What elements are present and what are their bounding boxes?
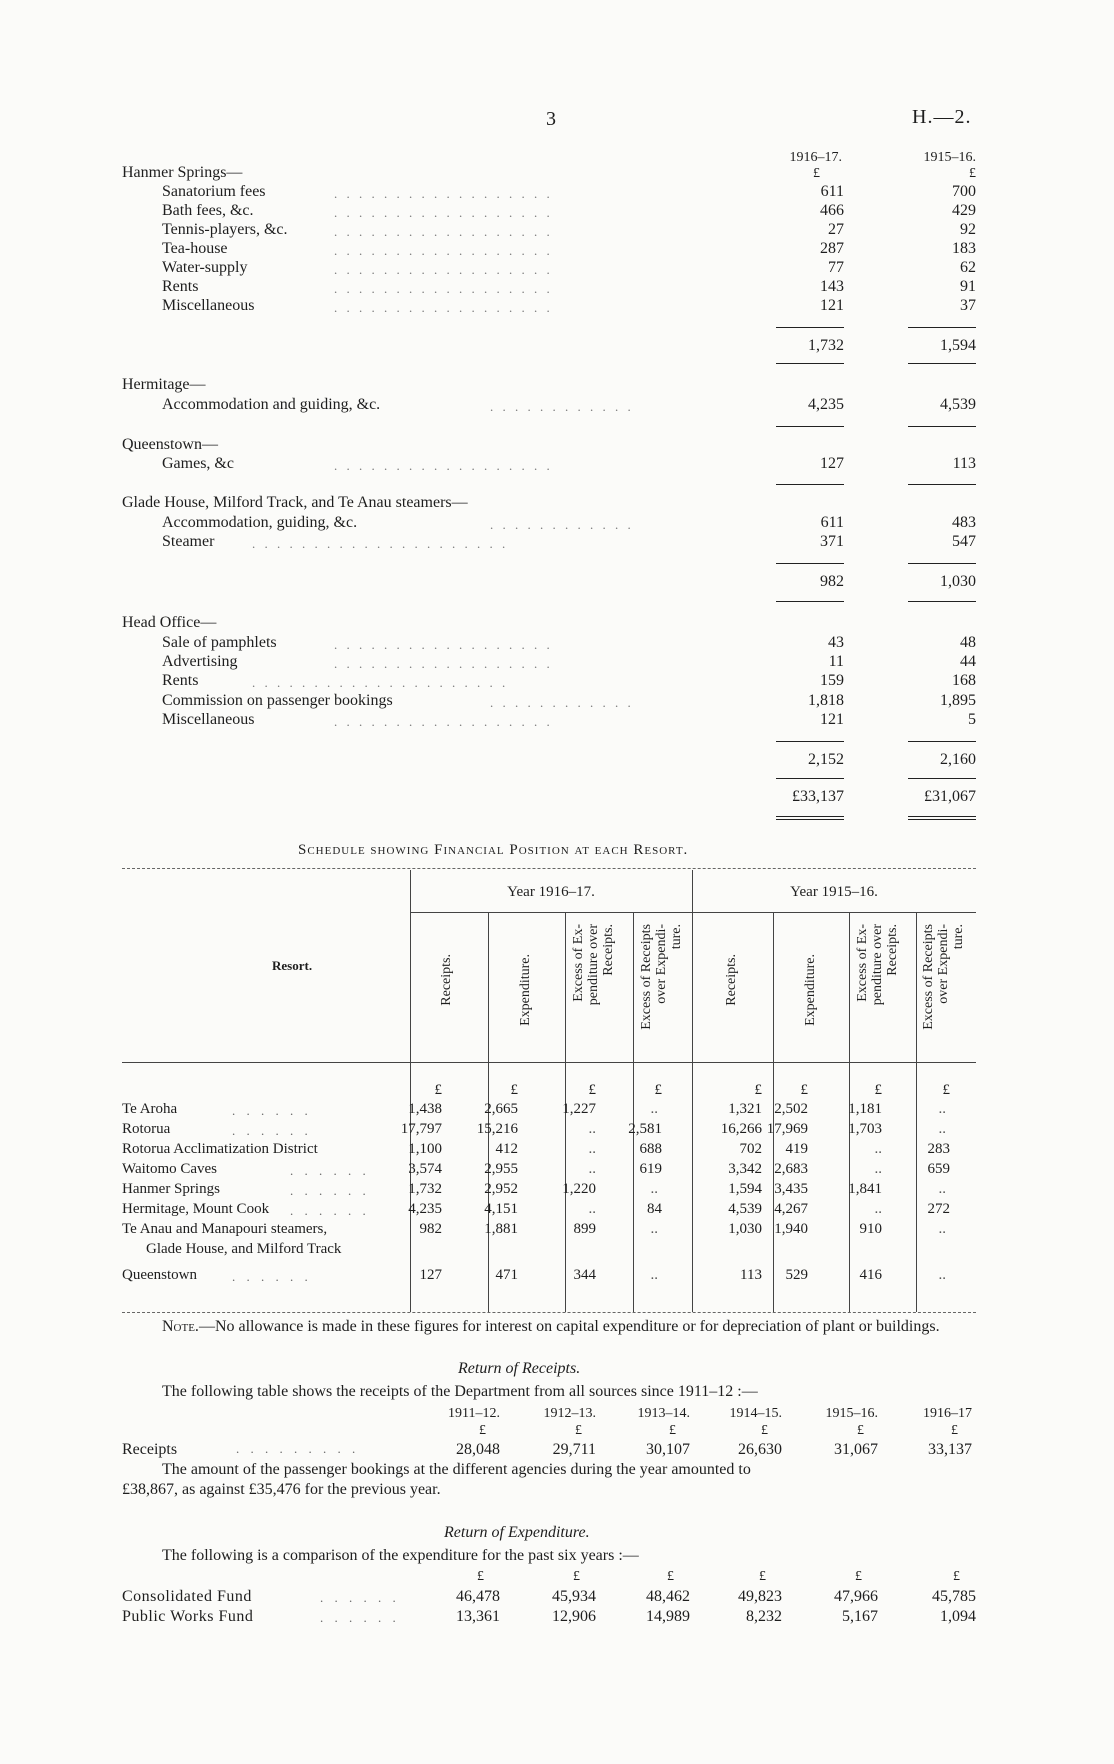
value-a: 143	[820, 278, 844, 295]
resort-name: Waitomo Caves	[122, 1161, 218, 1177]
value-b: 429	[952, 202, 976, 219]
value-a: 127	[820, 455, 844, 472]
receipts-unit: £	[479, 1423, 486, 1438]
subtotal-rule	[908, 363, 976, 364]
list-item	[0, 711, 1114, 731]
table-cell: 1,438	[408, 1101, 442, 1117]
item-label: Advertising	[162, 653, 238, 670]
resort-name: Te Anau and Manapouri steamers,	[122, 1221, 328, 1237]
table-cell: ..	[650, 1221, 658, 1237]
value-a: 27	[828, 221, 844, 238]
leader-dots: . . . . . .	[290, 1163, 370, 1178]
value-a: 77	[828, 259, 844, 276]
receipts-value: 28,048	[456, 1441, 500, 1458]
table-cell: ..	[588, 1161, 596, 1177]
return-receipts-intro: The following table shows the receipts of the Department from all sources since 1911–12 :—	[162, 1383, 758, 1400]
table-cell: ..	[650, 1267, 658, 1283]
unit-cell: £	[942, 1082, 950, 1098]
table-cell: ..	[650, 1101, 658, 1117]
table-cell: 2,955	[484, 1161, 518, 1177]
value-a: 466	[820, 202, 844, 219]
resort-name: Rotorua	[122, 1121, 171, 1137]
return-expenditure-intro: The following is a comparison of the expenditure for the past six years :—	[162, 1547, 639, 1564]
bookings-text-2: £38,867, as against £35,476 for the previous year.	[122, 1481, 441, 1498]
expenditure-value: 47,966	[834, 1588, 878, 1605]
table-cell: 127	[419, 1267, 442, 1283]
table-cell: 2,952	[484, 1181, 518, 1197]
table-cell: 2,581	[628, 1121, 662, 1137]
list-item	[0, 202, 1114, 222]
item-label: Sale of pamphlets	[162, 634, 277, 651]
resort-name: Hanmer Springs	[122, 1181, 220, 1197]
table-cell: 659	[927, 1161, 950, 1177]
resort-name: Hermitage, Mount Cook	[122, 1201, 270, 1217]
table-cell: ..	[938, 1221, 946, 1237]
item-label: Bath fees, &c.	[162, 202, 254, 219]
table-cell: 910	[859, 1221, 882, 1237]
item-label: Games, &c	[162, 455, 234, 472]
unit-cell: £	[754, 1082, 762, 1098]
table-cell: 1,220	[562, 1181, 596, 1197]
value-a: 371	[820, 533, 844, 550]
value-b: 37	[960, 297, 976, 314]
resort-name: Rotorua Acclimatization District	[122, 1141, 318, 1157]
table-cell: 113	[740, 1267, 762, 1283]
table-cell: 1,181	[848, 1101, 882, 1117]
subtotal-rule	[776, 363, 844, 364]
receipts-unit: £	[761, 1423, 768, 1438]
subtotal-rule	[776, 563, 844, 564]
receipts-value: 31,067	[834, 1441, 878, 1458]
page-number: 3	[546, 108, 556, 130]
hanmer-total-row	[0, 337, 1114, 357]
table-cell: 1,841	[848, 1181, 882, 1197]
expenditure-row-label: Public Works Fund	[122, 1608, 254, 1625]
table-cell: 344	[573, 1267, 596, 1283]
receipts-year: 1915–16.	[825, 1406, 878, 1421]
expenditure-value: 5,167	[842, 1608, 878, 1625]
item-label: Tennis-players, &c.	[162, 221, 288, 238]
table-top-border	[122, 868, 976, 869]
list-item	[0, 514, 1114, 534]
table-cell: 1,881	[484, 1221, 518, 1237]
value-b: 91	[960, 278, 976, 295]
expenditure-value: 1,094	[940, 1608, 976, 1625]
list-item	[0, 653, 1114, 673]
table-cell: ..	[938, 1101, 946, 1117]
value-a: 4,235	[808, 396, 844, 413]
list-item	[0, 183, 1114, 203]
glade-heading-row	[0, 494, 1114, 514]
table-cell: 4,151	[484, 1201, 518, 1217]
head-office-heading-row	[0, 614, 1114, 634]
item-label: Rents	[162, 278, 199, 295]
value-b: 700	[952, 183, 976, 200]
table-divider	[916, 912, 917, 1312]
expenditure-value: 46,478	[456, 1588, 500, 1605]
list-item	[0, 278, 1114, 298]
year-a-header: Year 1916–17.	[507, 884, 595, 900]
table-cell: 2,502	[774, 1101, 808, 1117]
table-cell: ..	[650, 1181, 658, 1197]
item-label: Tea-house	[162, 240, 228, 257]
total-b: 2,160	[940, 751, 976, 768]
subtotal-rule	[908, 741, 976, 742]
value-b: 92	[960, 221, 976, 238]
table-cell: ..	[938, 1267, 946, 1283]
unit-cell: £	[874, 1082, 882, 1098]
title-word: at	[574, 842, 590, 858]
table-cell: 3,435	[774, 1181, 808, 1197]
value-a: 611	[820, 183, 844, 200]
column-year-a: 1916–17.	[789, 150, 842, 165]
column-year-b: 1915–16.	[923, 150, 976, 165]
receipts-year: 1916–17	[923, 1406, 972, 1421]
col-excess-rec-b: Excess of Receipts over Expendi- ture.	[921, 924, 966, 1030]
resort-name: Queenstown	[122, 1267, 197, 1283]
hanmer-heading: Hanmer Springs—	[122, 164, 243, 181]
expenditure-unit: £	[855, 1569, 862, 1584]
receipts-row-label: Receipts	[122, 1441, 178, 1458]
subtotal-rule	[776, 601, 844, 602]
expenditure-value: 45,934	[552, 1588, 596, 1605]
value-b: 44	[960, 653, 976, 670]
table-cell: 2,683	[774, 1161, 808, 1177]
item-label: Commission on passenger bookings	[162, 692, 393, 709]
table-cell: 17,797	[400, 1121, 442, 1137]
item-label: Water-supply	[162, 259, 248, 276]
table-cell: ..	[588, 1141, 596, 1157]
table-cell: 1,321	[728, 1101, 762, 1117]
unit-cell: £	[510, 1082, 518, 1098]
table-cell: 2,665	[484, 1101, 518, 1117]
table-cell: 416	[859, 1267, 882, 1283]
receipts-unit: £	[857, 1423, 864, 1438]
list-item	[0, 396, 1114, 416]
title-word: Schedule	[298, 842, 366, 858]
list-item	[0, 455, 1114, 475]
expenditure-value: 12,906	[552, 1608, 596, 1625]
table-cell: 272	[927, 1201, 950, 1217]
col-expenditure-b: Expenditure.	[803, 954, 818, 1026]
leader-dots: . . . . . .	[232, 1103, 312, 1118]
table-cell: 619	[639, 1161, 662, 1177]
receipts-unit: £	[669, 1423, 676, 1438]
table-cell: 412	[495, 1141, 518, 1157]
subtotal-rule	[908, 484, 976, 485]
subtotal-rule	[776, 778, 844, 779]
subtotal-rule	[908, 563, 976, 564]
value-a: 287	[820, 240, 844, 257]
value-a: 11	[828, 653, 844, 670]
list-item	[0, 672, 1114, 692]
leader-dots: . . . . . .	[320, 1590, 400, 1605]
year-b-header: Year 1915–16.	[790, 884, 878, 900]
leader-dots: . . . . . . . . . . . . . . . . . .	[334, 243, 553, 258]
value-a: 121	[820, 711, 844, 728]
item-label: Miscellaneous	[162, 711, 255, 728]
receipts-unit: £	[575, 1423, 582, 1438]
list-item	[0, 692, 1114, 712]
total-a: 982	[820, 573, 844, 590]
head-office-total-row	[0, 751, 1114, 771]
grand-total-row	[0, 788, 1114, 808]
title-word: each	[594, 842, 629, 858]
hermitage-heading-row	[0, 376, 1114, 396]
expenditure-value: 45,785	[932, 1588, 976, 1605]
value-b: 62	[960, 259, 976, 276]
item-label: Accommodation, guiding, &c.	[162, 514, 358, 531]
subtotal-rule	[776, 426, 844, 427]
table-cell: 17,969	[766, 1121, 808, 1137]
table-cell: 688	[639, 1141, 662, 1157]
item-label: Steamer	[162, 533, 215, 550]
note-text: —No allowance is made in these figures for interest on capital expenditure or for depreciation of plant or buildings.	[198, 1318, 940, 1335]
glade-heading: Glade House, Milford Track, and Te Anau steamers—	[122, 494, 468, 511]
unit-cell: £	[654, 1082, 662, 1098]
table-cell: ..	[588, 1201, 596, 1217]
table-cell: 982	[419, 1221, 442, 1237]
leader-dots: . . . . . . . . . . . . . . . . . .	[334, 714, 553, 729]
leader-dots: . . . . . . . . . . . .	[490, 695, 634, 710]
leader-dots: . . . . . . . . . . . . . . . . . .	[334, 205, 553, 220]
table-divider	[692, 870, 693, 1312]
value-b: 4,539	[940, 396, 976, 413]
value-b: 168	[952, 672, 976, 689]
return-expenditure-title: Return of Expenditure.	[444, 1524, 590, 1541]
table-cell: 899	[573, 1221, 596, 1237]
return-receipts-title: Return of Receipts.	[458, 1360, 581, 1377]
table-cell: 84	[647, 1201, 662, 1217]
note-line-1	[162, 1316, 976, 1337]
total-b: 1,030	[940, 573, 976, 590]
resort-name: Te Aroha	[122, 1101, 178, 1117]
receipts-year: 1914–15.	[729, 1406, 782, 1421]
leader-dots: . . . . . . . . .	[236, 1441, 360, 1456]
list-item	[0, 634, 1114, 654]
leader-dots: . . . . . .	[320, 1610, 400, 1625]
col-excess-exp-b: Excess of Ex- penditure over Receipts.	[855, 924, 900, 1006]
leader-dots: . . . . . . . . . . . .	[490, 399, 634, 414]
table-cell: ..	[938, 1181, 946, 1197]
expenditure-value: 14,989	[646, 1608, 690, 1625]
table-divider	[633, 912, 634, 1312]
schedule-title	[298, 842, 688, 859]
receipts-value: 30,107	[646, 1441, 690, 1458]
leader-dots: . . . . . . . . . . . . . . . . . . . . .	[252, 675, 509, 690]
table-divider	[410, 870, 411, 1312]
table-cell: 702	[739, 1141, 762, 1157]
table-cell: 529	[785, 1267, 808, 1283]
subtotal-rule	[776, 327, 844, 328]
grand-total-a: £33,137	[792, 788, 844, 805]
subtotal-rule	[776, 741, 844, 742]
table-cell: 4,267	[774, 1201, 808, 1217]
value-b: 48	[960, 634, 976, 651]
col-receipts-a: Receipts.	[439, 954, 454, 1006]
expenditure-unit: £	[953, 1569, 960, 1584]
subtotal-rule	[908, 426, 976, 427]
table-cell: 1,030	[728, 1221, 762, 1237]
leader-dots: . . . . . . . . . . . . . . . . . .	[334, 300, 553, 315]
table-header-rule	[122, 1062, 976, 1063]
subtotal-rule	[908, 601, 976, 602]
item-label: Accommodation and guiding, &c.	[162, 396, 381, 413]
list-item	[0, 221, 1114, 241]
table-cell: 1,100	[408, 1141, 442, 1157]
expenditure-unit: £	[477, 1569, 484, 1584]
title-word: Position	[509, 842, 570, 858]
col-excess-rec-a: Excess of Receipts over Expendi- ture.	[639, 924, 684, 1030]
expenditure-unit: £	[573, 1569, 580, 1584]
leader-dots: . . . . . .	[232, 1269, 312, 1284]
table-cell: 16,266	[720, 1121, 762, 1137]
value-b: 183	[952, 240, 976, 257]
title-word: showing	[370, 842, 430, 858]
receipts-unit: £	[951, 1423, 958, 1438]
table-cell: 471	[495, 1267, 518, 1283]
receipts-value: 26,630	[738, 1441, 782, 1458]
table-cell: 1,703	[848, 1121, 882, 1137]
value-b: 547	[952, 533, 976, 550]
table-cell: 1,594	[728, 1181, 762, 1197]
table-cell: 283	[927, 1141, 950, 1157]
leader-dots: . . . . . .	[232, 1123, 312, 1138]
expenditure-value: 48,462	[646, 1588, 690, 1605]
item-label: Miscellaneous	[162, 297, 255, 314]
grand-total-b: £31,067	[924, 788, 976, 805]
table-year-rule	[410, 912, 976, 913]
value-a: 159	[820, 672, 844, 689]
receipts-year: 1911–12.	[448, 1406, 500, 1421]
value-a: 611	[820, 514, 844, 531]
receipts-value: 33,137	[928, 1441, 972, 1458]
hanmer-heading-row	[0, 164, 1114, 184]
column-unit-a: £	[813, 166, 820, 181]
table-cell: 3,574	[408, 1161, 442, 1177]
leader-dots: . . . . . . . . . . . . . . . . . .	[334, 262, 553, 277]
subtotal-rule	[776, 484, 844, 485]
glade-total-row	[0, 573, 1114, 593]
leader-dots: . . . . . .	[290, 1203, 370, 1218]
unit-cell: £	[800, 1082, 808, 1098]
expenditure-value: 8,232	[746, 1608, 782, 1625]
leader-dots: . . . . . . . . . . . . . . . . . .	[334, 186, 553, 201]
table-cell: 419	[785, 1141, 808, 1157]
title-word: Resort.	[633, 842, 689, 858]
table-bottom-border	[122, 1312, 976, 1313]
col-expenditure-a: Expenditure.	[518, 954, 533, 1026]
list-item	[0, 240, 1114, 260]
table-cell: ..	[874, 1161, 882, 1177]
table-cell: 3,342	[728, 1161, 762, 1177]
leader-dots: . . . . . . . . . . . . . . . . . .	[334, 224, 553, 239]
leader-dots: . . . . . . . . . . . . . . . . . .	[334, 458, 553, 473]
leader-dots: . . . . . . . . . . . . . . . . . .	[334, 281, 553, 296]
subtotal-rule	[908, 778, 976, 779]
note-lead: Note.	[162, 1318, 199, 1335]
table-cell: 15,216	[476, 1121, 518, 1137]
expenditure-unit: £	[759, 1569, 766, 1584]
page-reference: H.—2.	[912, 106, 972, 128]
expenditure-value: 13,361	[456, 1608, 500, 1625]
table-cell: 1,732	[408, 1181, 442, 1197]
list-item	[0, 533, 1114, 553]
table-cell: 4,539	[728, 1201, 762, 1217]
leader-dots: . . . . . . . . . . . . . . . . . .	[334, 656, 553, 671]
value-a: 43	[828, 634, 844, 651]
value-a: 1,818	[808, 692, 844, 709]
queenstown-heading: Queenstown—	[122, 436, 218, 453]
expenditure-unit: £	[667, 1569, 674, 1584]
receipts-year: 1913–14.	[637, 1406, 690, 1421]
value-b: 5	[968, 711, 976, 728]
title-word: Financial	[434, 842, 505, 858]
head-office-heading: Head Office—	[122, 614, 217, 631]
table-cell: ..	[938, 1121, 946, 1137]
expenditure-row-label: Consolidated Fund	[122, 1588, 252, 1605]
resort-name: Glade House, and Milford Track	[146, 1241, 342, 1257]
col-excess-exp-a: Excess of Ex- penditure over Receipts.	[571, 924, 616, 1006]
list-item	[0, 259, 1114, 279]
expenditure-value: 49,823	[738, 1588, 782, 1605]
col-receipts-b: Receipts.	[724, 954, 739, 1006]
bookings-text-1: The amount of the passenger bookings at the different agencies during the year amounted to	[162, 1461, 751, 1478]
table-cell: ..	[874, 1141, 882, 1157]
grand-total-double-rule	[776, 816, 844, 820]
leader-dots: . . . . . .	[290, 1183, 370, 1198]
receipts-value: 29,711	[552, 1441, 596, 1458]
value-a: 121	[820, 297, 844, 314]
receipts-year: 1912–13.	[543, 1406, 596, 1421]
item-label: Rents	[162, 672, 199, 689]
queenstown-heading-row	[0, 436, 1114, 456]
leader-dots: . . . . . . . . . . . . . . . . . .	[334, 637, 553, 652]
total-a: 1,732	[808, 337, 844, 354]
table-cell: ..	[588, 1121, 596, 1137]
resort-header: Resort.	[272, 958, 313, 973]
leader-dots: . . . . . . . . . . . .	[490, 517, 634, 532]
table-cell: 4,235	[408, 1201, 442, 1217]
column-unit-b: £	[969, 166, 976, 181]
hermitage-heading: Hermitage—	[122, 376, 206, 393]
grand-total-double-rule	[908, 816, 976, 820]
table-cell: ..	[874, 1201, 882, 1217]
table-cell: 1,227	[562, 1101, 596, 1117]
subtotal-rule	[908, 327, 976, 328]
total-b: 1,594	[940, 337, 976, 354]
value-b: 483	[952, 514, 976, 531]
table-cell: 1,940	[774, 1221, 808, 1237]
item-label: Sanatorium fees	[162, 183, 266, 200]
value-b: 113	[952, 455, 976, 472]
value-b: 1,895	[940, 692, 976, 709]
leader-dots: . . . . . . . . . . . . . . . . . . . . .	[252, 536, 509, 551]
unit-cell: £	[434, 1082, 442, 1098]
unit-cell: £	[588, 1082, 596, 1098]
list-item	[0, 297, 1114, 317]
total-a: 2,152	[808, 751, 844, 768]
